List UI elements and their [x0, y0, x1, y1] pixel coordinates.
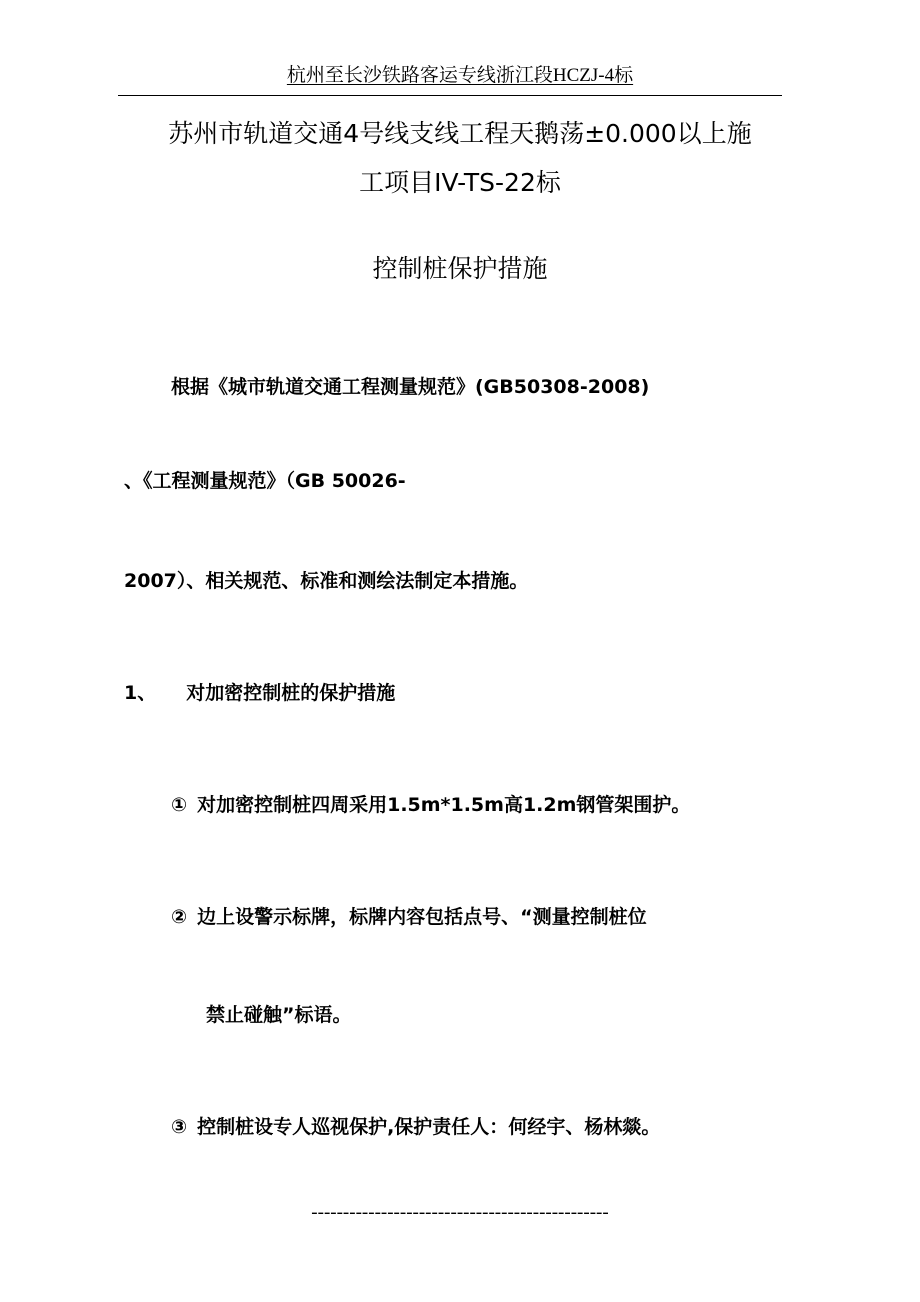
list-item-1: [171, 792, 690, 818]
running-header-text: 杭州至长沙铁路客运专线浙江段HCZJ-4标: [286, 65, 634, 86]
list-item-2: [171, 904, 647, 930]
intro-line3: 2007）、相关规范、标准和测绘法制定本措施。: [124, 570, 529, 592]
list-item-2-continuation: 禁止碰触”标语。: [206, 1004, 352, 1026]
running-header: [0, 64, 920, 88]
header-rule: [118, 95, 782, 96]
document-title-line1: 苏州市轨道交通4号线支线工程天鹅荡±0.000以上施: [168, 119, 752, 148]
intro-line1: 根据《城市轨道交通工程测量规范》(GB50308-2008): [171, 376, 650, 398]
footer-dashed-rule: -----------------------------------------------: [311, 1202, 609, 1223]
section1-title: 对加密控制桩的保护措施: [186, 682, 396, 704]
document-title-line2: 工项目IV-TS-22标: [359, 168, 561, 197]
list-text-1: 对加密控制桩四周采用1.5m*1.5m高1.2m钢管架围护。: [197, 794, 691, 816]
list-marker-1: ①: [171, 794, 188, 816]
section1-number: 1、: [124, 682, 157, 704]
list-text-3: 控制桩设专人巡视保护,保护责任人：何经宇、杨林燚。: [197, 1116, 661, 1138]
document-subtitle: 控制桩保护措施: [372, 254, 548, 283]
intro-line2: 、《工程测量规范》（GB 50026-: [124, 470, 406, 492]
section1-heading: [124, 680, 395, 706]
list-text-2: 边上设警示标牌，标牌内容包括点号、“测量控制桩位: [197, 906, 647, 928]
list-item-3: [171, 1114, 660, 1140]
list-marker-2: ②: [171, 906, 188, 928]
list-marker-3: ③: [171, 1116, 188, 1138]
